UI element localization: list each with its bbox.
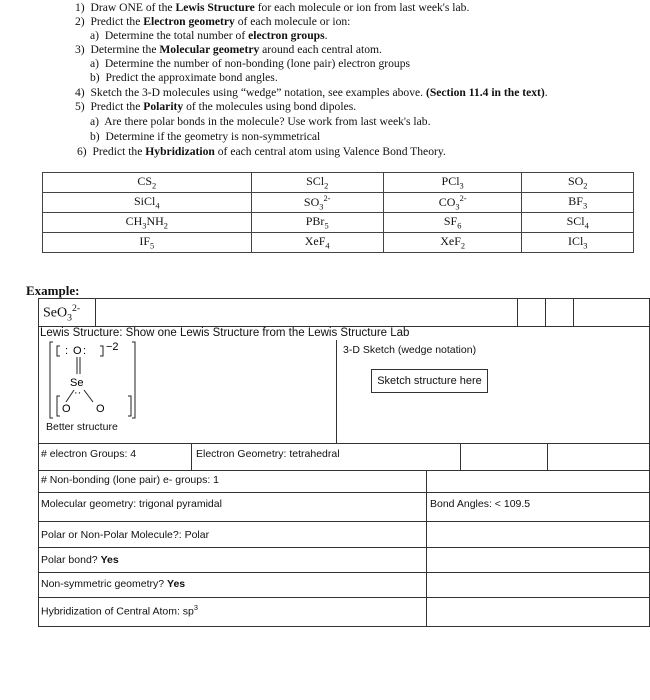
example-heading: Example:: [26, 283, 80, 298]
instruction-5: 5) Predict the Polarity of the molecules using bond dipoles.: [75, 100, 357, 113]
row-divider: [38, 597, 650, 598]
instruction-3b: b) Predict the approximate bond angles.: [90, 71, 278, 84]
molecule-cell: $CH_3NH_2$: [43, 213, 252, 233]
sketch-structure-box[interactable]: Sketch structure here: [371, 369, 488, 393]
instruction-3: 3) Determine the Molecular geometry around each central atom.: [75, 43, 382, 56]
instruction-6: 6) Predict the Hybridization of each central atom using Valence Bond Theory.: [77, 145, 446, 158]
top-bracket-left: [57, 346, 60, 356]
selenium-center: Se: [70, 377, 84, 389]
polar-bond: Polar bond? Yes: [41, 554, 119, 566]
nonbonding-groups: # Non-bonding (lone pair) e- groups: 1: [41, 474, 220, 486]
single-bond-right: [84, 390, 93, 402]
table-row: [43, 233, 634, 253]
instruction-2a: a) Determine the total number of electron groups.: [90, 29, 328, 42]
ion-formula: SeO$_3^{2-}$: [43, 303, 81, 324]
blank-cell: [545, 298, 574, 327]
hybridization: Hybridization of Central Atom: $sp^3$: [41, 603, 198, 618]
table-row: [43, 213, 634, 233]
row-divider: [38, 547, 650, 548]
instruction-1: 1) Draw ONE of the Lewis Structure for each molecule or ion from last week's lab.: [75, 1, 470, 14]
molecule-cell: SCl$_2$: [251, 173, 383, 193]
instruction-5b: b) Determine if the geometry is non-symmetrical: [90, 130, 321, 143]
lewis-structure-diagram: [40, 340, 150, 420]
instruction-3a: a) Determine the number of non-bonding (lone pair) electron groups: [90, 57, 411, 70]
lone-pair-dots: ··: [74, 387, 82, 399]
molecule-cell: ICl$_3$: [522, 233, 634, 253]
blank-cell: [517, 298, 546, 327]
lewis-label: Lewis Structure: Show one Lewis Structure from the Lewis Structure Lab: [40, 327, 410, 339]
polar-molecule: Polar or Non-Polar Molecule?: Polar: [41, 529, 210, 541]
lone-pair-dots: :: [65, 345, 69, 357]
table-row: [43, 193, 634, 213]
molecule-cell: PCl$_3$: [383, 173, 522, 193]
molecule-cell: $CO_3^{2-}$: [383, 193, 522, 213]
sketch-label: 3-D Sketch (wedge notation): [343, 344, 477, 356]
molecule-cell: XeF$_4$: [251, 233, 383, 253]
bond-angles: Bond Angles: < 109.5: [430, 498, 531, 510]
molecule-table: [42, 172, 634, 253]
single-bond-left: [66, 390, 74, 402]
non-symmetric-geometry: Non-symmetric geometry? Yes: [41, 578, 186, 590]
row-divider: [38, 572, 650, 573]
br-bracket-right: [128, 396, 131, 416]
molecule-cell: XeF$_2$: [383, 233, 522, 253]
electron-geometry: Electron Geometry: tetrahedral: [196, 448, 340, 460]
molecule-cell: $BF_3$: [522, 193, 634, 213]
molecule-cell: $IF_5$: [43, 233, 252, 253]
instruction-2: 2) Predict the Electron geometry of each molecule or ion:: [75, 15, 351, 28]
molecule-cell: $SO_2$: [522, 173, 634, 193]
molecule-cell: $SF_6$: [383, 213, 522, 233]
oxygen-top: O: [73, 345, 82, 357]
bond-angles-cell: [426, 470, 650, 522]
left-bracket: [50, 342, 53, 418]
molecule-cell: PBr$_5$: [251, 213, 383, 233]
lone-pair-dots: :: [83, 345, 87, 357]
instruction-4: 4) Sketch the 3-D molecules using “wedge” notation, see examples above. (Section 11.4 in the text).: [75, 86, 548, 99]
molecule-cell: SiCl$_4$: [43, 193, 252, 213]
better-structure-label: Better structure: [46, 421, 118, 433]
molecular-geometry: Molecular geometry: trigonal pyramidal: [41, 498, 222, 510]
right-bracket: [132, 342, 135, 418]
polarity-right-column: [426, 521, 650, 627]
ion-charge: −2: [106, 341, 119, 353]
electron-groups: # electron Groups: 4: [41, 448, 137, 460]
top-bracket-right: [100, 346, 103, 356]
oxygen-left: O: [62, 403, 71, 415]
blank-cell: [460, 443, 548, 471]
molecule-cell: $SO_3^{2-}$: [251, 193, 383, 213]
instruction-5a: a) Are there polar bonds in the molecule? Use work from last week's lab.: [90, 115, 431, 128]
table-row: [43, 173, 634, 193]
bl-bracket-left: [57, 396, 60, 416]
molecule-cell: $CS_2$: [43, 173, 252, 193]
molecule-cell: SCl$_4$: [522, 213, 634, 233]
oxygen-right: O: [96, 403, 105, 415]
